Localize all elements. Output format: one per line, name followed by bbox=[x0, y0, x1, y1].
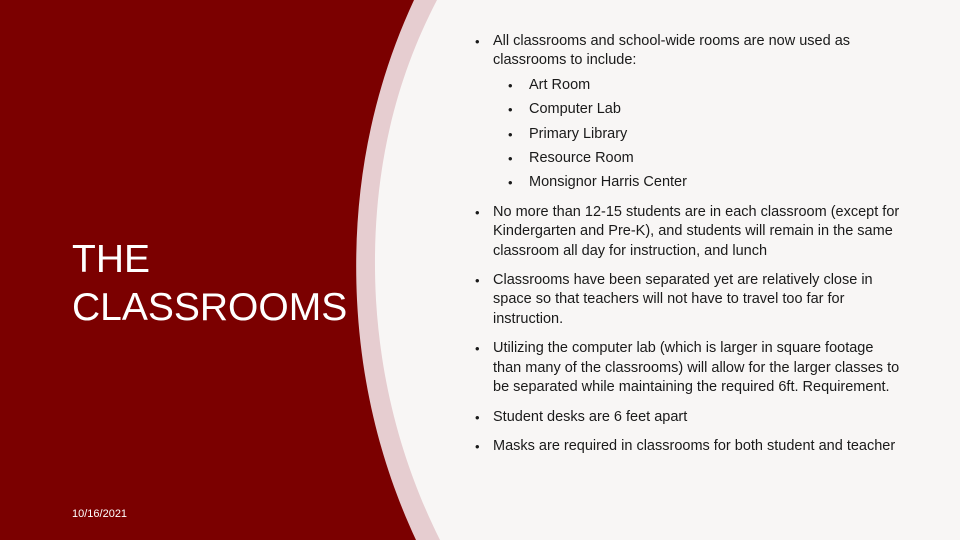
sub-bullet-item: • Computer Lab bbox=[493, 100, 904, 119]
slide-date: 10/16/2021 bbox=[72, 508, 128, 520]
slide-title bbox=[72, 236, 372, 332]
slide-title-line-1: THE bbox=[72, 238, 150, 281]
bullet-text: Classrooms have been separated yet are relatively close in space so that teachers will not have to travel too far for instruction. bbox=[493, 272, 873, 327]
bullet-text: Student desks are 6 feet apart bbox=[493, 408, 688, 425]
bullet-content bbox=[474, 32, 904, 466]
sub-bullet-list bbox=[493, 76, 904, 193]
bullet-item bbox=[474, 437, 904, 456]
sub-bullet-item: • Monsignor Harris Center bbox=[493, 173, 904, 192]
slide-title-line-2: CLASSROOMS bbox=[72, 286, 348, 329]
bullet-item bbox=[474, 271, 904, 329]
sub-bullet-item: • Art Room bbox=[493, 76, 904, 95]
bullet-item bbox=[474, 32, 904, 193]
bullet-item bbox=[474, 203, 904, 261]
bullet-item bbox=[474, 408, 904, 427]
bullet-text: No more than 12-15 students are in each classroom (except for Kindergarten and Pre-K), and students will remain in the same classroom all day for instruction, and lunch bbox=[493, 203, 900, 259]
bullet-text: All classrooms and school-wide rooms are now used as classrooms to include: bbox=[493, 33, 851, 69]
bullet-text: Masks are required in classrooms for both student and teacher bbox=[493, 437, 896, 454]
bullet-item bbox=[474, 339, 904, 397]
bullet-list bbox=[474, 32, 904, 456]
bullet-text: Utilizing the computer lab (which is larger in square footage than many of the classrooms) will allow for the larger classes to be separated while maintaining the required 6ft. Requirement. bbox=[493, 340, 900, 396]
sub-bullet-item: • Primary Library bbox=[493, 125, 904, 144]
sub-bullet-item: • Resource Room bbox=[493, 149, 904, 168]
